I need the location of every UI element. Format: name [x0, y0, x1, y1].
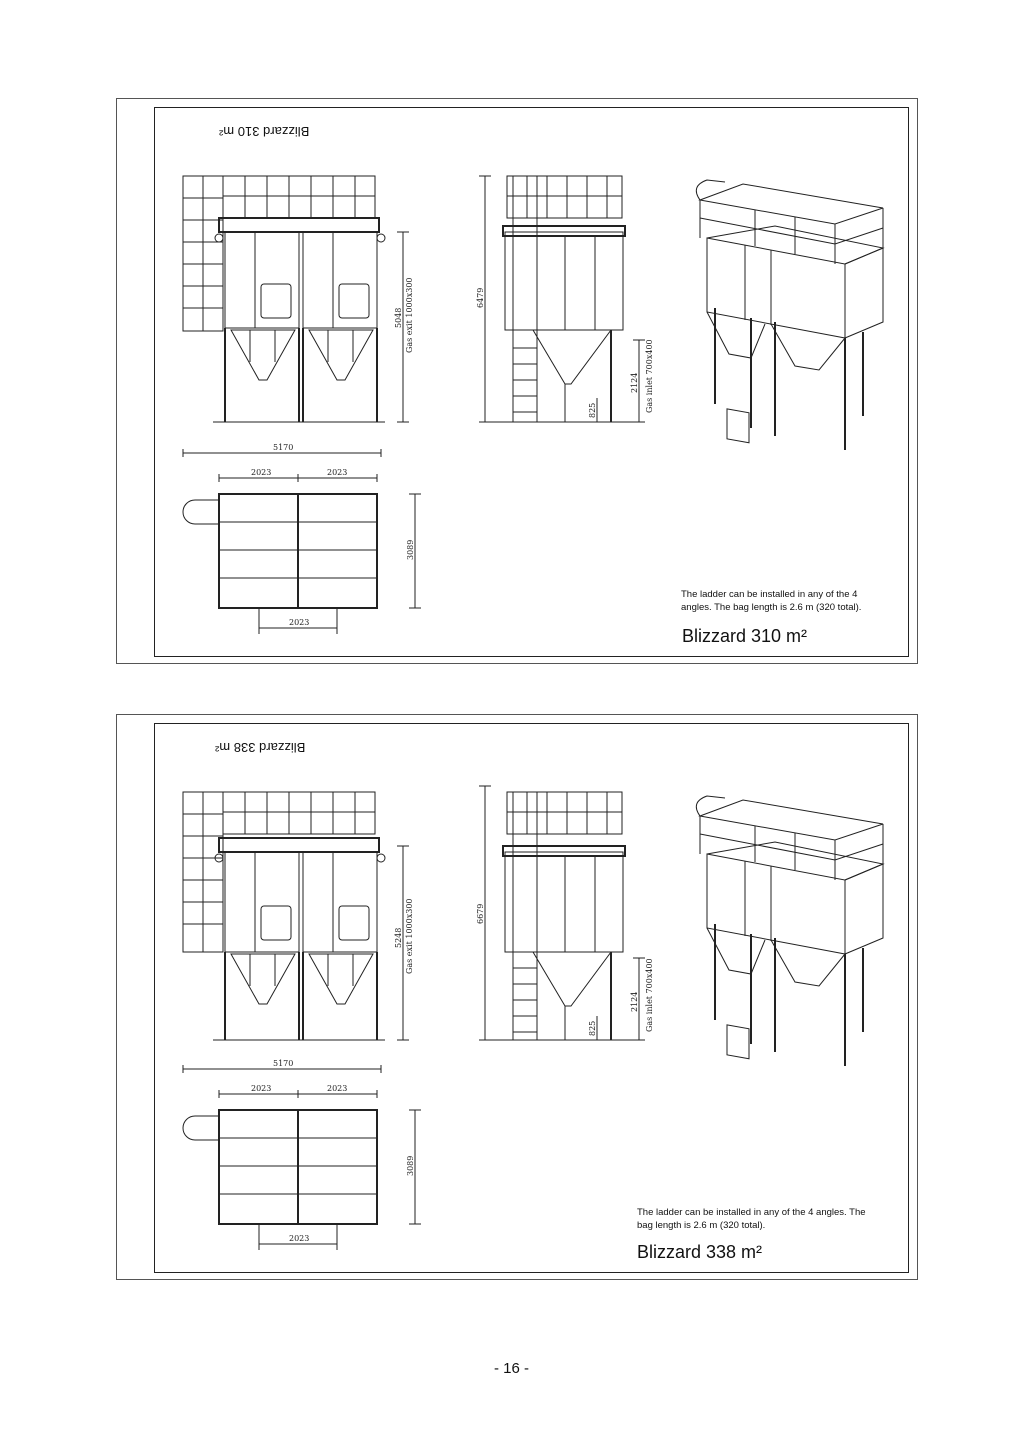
- front-view: [183, 792, 409, 1040]
- isometric-view: [696, 180, 883, 450]
- dim-hopper-height: 2124: [630, 372, 639, 393]
- dim-leg-height: 825: [588, 402, 597, 418]
- side-view: [479, 786, 645, 1040]
- dim-module-right: 2023: [327, 1084, 348, 1093]
- dim-plan-depth: 3089: [406, 1155, 415, 1176]
- technical-drawing: [155, 108, 910, 658]
- dim-gas-exit: Gas exit 1000x300: [405, 277, 414, 353]
- dim-leg-height: 825: [588, 1020, 597, 1036]
- dim-front-height: 5248: [394, 927, 403, 948]
- flipped-title: Blizzard 338 m²: [215, 740, 306, 755]
- dim-plan-depth: 3089: [406, 539, 415, 560]
- page-number: - 16 -: [493, 1360, 529, 1377]
- plan-view: [183, 449, 421, 634]
- dim-side-height: 6479: [476, 287, 485, 308]
- dim-overall-width: 5170: [273, 1059, 294, 1068]
- dim-bottom-width: 2023: [289, 618, 310, 627]
- dim-gas-exit: Gas exit 1000x300: [405, 898, 414, 974]
- dim-hopper-height: 2124: [630, 991, 639, 1012]
- dim-bottom-width: 2023: [289, 1234, 310, 1243]
- dim-gas-inlet: Gas inlet 700x400: [645, 958, 654, 1032]
- model-caption: Blizzard 338 m²: [637, 1242, 763, 1262]
- drawing-frame: [154, 107, 909, 657]
- model-caption: Blizzard 310 m²: [682, 626, 808, 646]
- dim-front-height: 5048: [394, 307, 403, 328]
- installation-note: The ladder can be installed in any of the 4 angles. The bag length is 2.6 m (320 total).: [681, 589, 862, 613]
- drawing-sheet-338: [116, 714, 918, 1280]
- dim-module-left: 2023: [251, 1084, 272, 1093]
- drawing-frame: [154, 723, 909, 1273]
- side-view: [479, 176, 645, 422]
- plan-view: [183, 1065, 421, 1250]
- isometric-view: [696, 796, 883, 1066]
- technical-drawing: [155, 724, 910, 1274]
- front-view: [183, 176, 409, 422]
- installation-note: The ladder can be installed in any of the 4 angles. The bag length is 2.6 m (320 total).: [637, 1207, 866, 1231]
- dim-side-height: 6679: [476, 903, 485, 924]
- dim-gas-inlet: Gas inlet 700x400: [645, 339, 654, 413]
- drawing-sheet-310: [116, 98, 918, 664]
- dim-overall-width: 5170: [273, 443, 294, 452]
- flipped-title: Blizzard 310 m²: [219, 124, 310, 139]
- dim-module-left: 2023: [251, 468, 272, 477]
- dim-module-right: 2023: [327, 468, 348, 477]
